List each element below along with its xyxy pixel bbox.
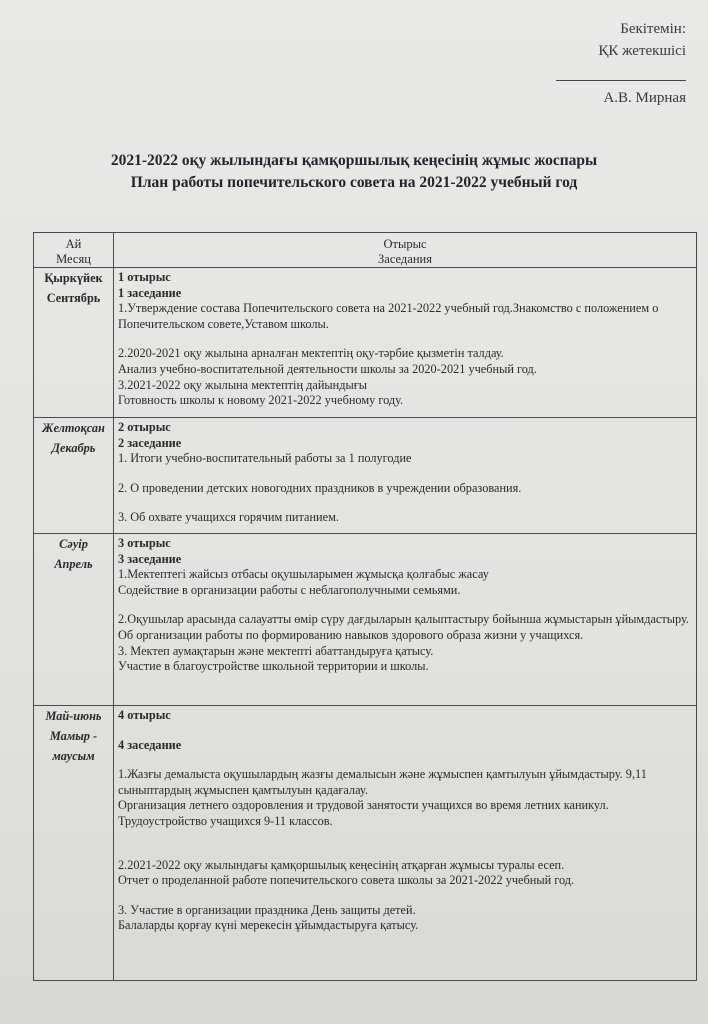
agenda-line: 3. Участие в организации праздника День защиты детей.: [118, 902, 416, 917]
agenda-line: 2.2020-2021 оқу жылына арналған мектептің оқу-тәрбие қызметін талдау.: [118, 346, 504, 361]
table-row: [34, 268, 697, 418]
agenda-line: Балаларды қорғау күні мерекесін ұйымдастыруға қатысу.: [118, 918, 419, 933]
agenda-line: 1.Утверждение состава Попечительского совета на 2021-2022 учебный год.Знакомство с положением о Попечительском совете,Уставом школы.: [118, 301, 659, 331]
agenda-line: Отчет о проделанной работе попечительского совета школы за 2021-2022 учебный год.: [118, 873, 575, 888]
header-month: [34, 233, 114, 268]
month-kz: Желтоқсан: [42, 421, 105, 435]
title-kz: 2021-2022 оқу жылындағы қамқоршылық кеңесінің жұмыс жоспары: [110, 152, 598, 169]
agenda-line: Анализ учебно-воспитательной деятельности школы за 2020-2021 учебный год.: [118, 361, 537, 376]
signature-line: [556, 74, 686, 81]
month-cell: [34, 706, 114, 981]
meeting-heading-ru: 1 заседание: [118, 285, 182, 300]
agenda-line: 3. Мектеп аумақтарын және мектепті абаттандыруға қатысу.: [118, 643, 434, 658]
title-ru: План работы попечительского совета на 2021-2022 учебный год: [130, 174, 578, 191]
meeting-cell: [114, 418, 697, 534]
meeting-heading-ru: 3 заседание: [118, 551, 182, 566]
meeting-cell: [114, 534, 697, 706]
agenda-line: 3.2021-2022 оқу жылына мектептің дайындығы: [118, 377, 368, 392]
agenda-line: 1.Мектептегі жайсыз отбасы оқушыларымен жұмысқа қолғабыс жасау: [118, 567, 489, 582]
table-row: [34, 418, 697, 534]
month-cell: [34, 534, 114, 706]
agenda-line: Готовность школы к новому 2021-2022 учебному году.: [118, 393, 404, 408]
approval-label: Бекітемін:: [620, 21, 686, 37]
agenda-line: Об организации работы по формированию навыков здорового образа жизни у учащихся.: [118, 627, 584, 642]
header-meeting-ru: Заседания: [378, 252, 432, 266]
meeting-cell: [114, 706, 697, 981]
month-ru: Апрель: [54, 557, 93, 571]
agenda-line: 1.Жазғы демалыста оқушылардың жазғы демалысын және жұмыспен қамтылуын ұйымдастыру. 9,11 сыныптардың жұмыспен қамтылуын қадағалау.: [118, 767, 647, 797]
month-ru: Май-июнь: [45, 709, 102, 723]
table-row: [34, 534, 697, 706]
document-title: [0, 150, 708, 194]
header-meeting: [114, 233, 697, 268]
table-header-row: [34, 233, 697, 268]
agenda-line: 2.2021-2022 оқу жылындағы қамқоршылық кеңесінің атқарған жұмысы туралы есеп.: [118, 857, 565, 872]
month-cell: [34, 268, 114, 418]
meeting-heading-kz: 4 отырыс: [118, 708, 171, 722]
header-month-kz: Ай: [65, 237, 82, 251]
agenda-line: 1. Итоги учебно-воспитательный работы за 1 полугодие: [118, 451, 412, 466]
meeting-heading-ru: 2 заседание: [118, 435, 182, 450]
header-meeting-kz: Отырыс: [383, 237, 427, 251]
agenda-line: Содействие в организации работы с неблагополучными семьями.: [118, 582, 461, 597]
approval-block: [556, 18, 686, 109]
meeting-heading-kz: 1 отырыс: [118, 270, 171, 284]
agenda-line: 2. О проведении детских новогодних праздников в учреждении образования.: [118, 480, 522, 495]
approval-position: ҚК жетекшісі: [598, 43, 686, 59]
agenda-line: 2.Оқушылар арасында салауатты өмір сүру дағдыларын қалыптастыру бойынша жұмыстарын ұйымдастыру.: [118, 612, 689, 627]
meeting-heading-kz: 2 отырыс: [118, 420, 171, 434]
table-row: [34, 706, 697, 981]
plan-table: [33, 232, 697, 981]
month-ru: Декабрь: [51, 441, 96, 455]
agenda-line: 3. Об охвате учащихся горячим питанием.: [118, 510, 339, 525]
meeting-heading-kz: 3 отырыс: [118, 536, 171, 550]
month-ru: Сентябрь: [46, 291, 101, 305]
meeting-heading-ru: 4 заседание: [118, 737, 182, 752]
meeting-cell: [114, 268, 697, 418]
agenda-line: Участие в благоустройстве школьной территории и школы.: [118, 659, 429, 674]
approver-name: А.В. Мирная: [603, 90, 686, 106]
agenda-line: Организация летнего оздоровления и трудовой занятости учащихся во время летних каникул. Трудоустройство учащихся 9-11 классов.: [118, 798, 609, 828]
header-month-ru: Месяц: [56, 252, 91, 266]
month-kz: Сәуір: [59, 537, 88, 551]
month-cell: [34, 418, 114, 534]
month-kz: Мамыр - маусым: [49, 729, 98, 763]
month-kz: Қыркүйек: [44, 271, 103, 285]
